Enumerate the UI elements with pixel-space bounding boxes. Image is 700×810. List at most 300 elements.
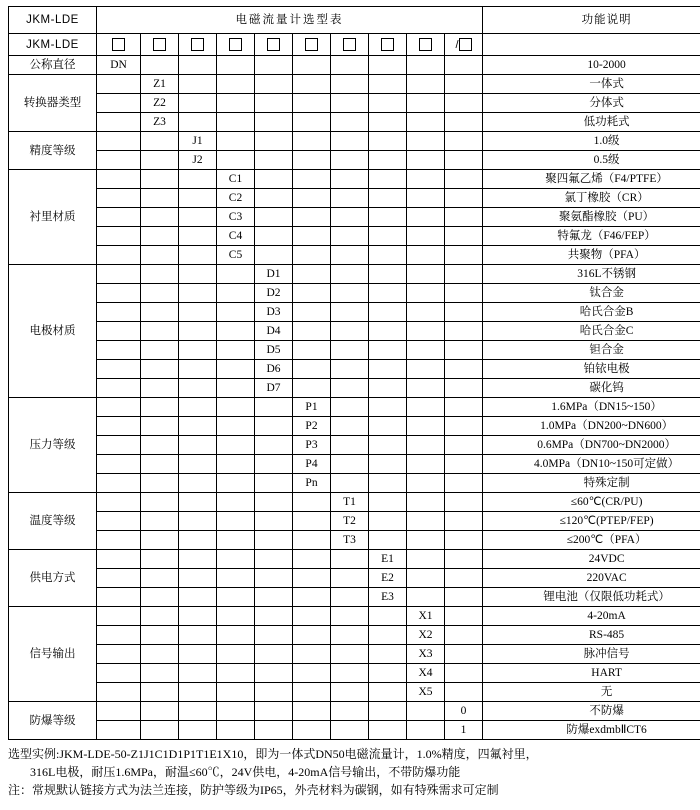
selection-checkbox[interactable] <box>343 38 356 51</box>
option-code[interactable]: D5 <box>255 341 293 360</box>
option-code[interactable]: C2 <box>217 189 255 208</box>
empty-cell <box>255 531 293 550</box>
table-row <box>9 702 700 721</box>
option-code[interactable]: C5 <box>217 246 255 265</box>
empty-cell <box>179 208 217 227</box>
table-row <box>9 341 700 360</box>
empty-cell <box>141 702 179 721</box>
empty-cell <box>141 284 179 303</box>
empty-cell <box>293 151 331 170</box>
empty-cell <box>293 56 331 75</box>
selection-checkbox[interactable] <box>267 38 280 51</box>
empty-cell <box>97 151 141 170</box>
empty-cell <box>369 702 407 721</box>
empty-cell <box>97 607 141 626</box>
empty-cell <box>369 417 407 436</box>
empty-cell <box>255 246 293 265</box>
empty-cell <box>141 531 179 550</box>
option-description: 无 <box>483 683 700 702</box>
empty-cell <box>255 417 293 436</box>
option-code[interactable]: E1 <box>369 550 407 569</box>
empty-cell <box>445 208 483 227</box>
option-code[interactable]: C4 <box>217 227 255 246</box>
empty-cell <box>179 94 217 113</box>
selection-checkbox[interactable] <box>459 38 472 51</box>
empty-cell <box>141 379 179 398</box>
empty-cell <box>445 569 483 588</box>
empty-cell <box>445 170 483 189</box>
selection-checkbox[interactable] <box>153 38 166 51</box>
option-code[interactable]: C1 <box>217 170 255 189</box>
empty-cell <box>141 588 179 607</box>
empty-cell <box>369 512 407 531</box>
option-code[interactable]: E3 <box>369 588 407 607</box>
table-row <box>9 645 700 664</box>
empty-cell <box>179 265 217 284</box>
empty-cell <box>445 341 483 360</box>
empty-cell <box>255 75 293 94</box>
option-code[interactable]: 0 <box>445 702 483 721</box>
empty-cell <box>255 132 293 151</box>
specification-table <box>8 6 700 740</box>
empty-cell <box>369 265 407 284</box>
option-description: 氯丁橡胶（CR） <box>483 189 700 208</box>
option-description: RS-485 <box>483 626 700 645</box>
empty-cell <box>369 56 407 75</box>
option-description: 低功耗式 <box>483 113 700 132</box>
empty-cell <box>141 170 179 189</box>
option-description: 共聚物（PFA） <box>483 246 700 265</box>
empty-cell <box>407 569 445 588</box>
empty-cell <box>97 436 141 455</box>
option-code[interactable]: T2 <box>331 512 369 531</box>
empty-cell <box>407 702 445 721</box>
empty-cell <box>97 379 141 398</box>
empty-cell <box>293 531 331 550</box>
empty-cell <box>445 398 483 417</box>
table-row <box>9 569 700 588</box>
empty-cell <box>369 436 407 455</box>
empty-cell <box>369 360 407 379</box>
option-code[interactable]: T1 <box>331 493 369 512</box>
option-description: 一体式 <box>483 75 700 94</box>
empty-cell <box>407 75 445 94</box>
empty-cell <box>255 607 293 626</box>
empty-cell <box>369 341 407 360</box>
selection-checkbox-cell-3[interactable] <box>179 34 217 56</box>
empty-cell <box>179 626 217 645</box>
empty-cell <box>255 683 293 702</box>
option-description: 哈氏合金C <box>483 322 700 341</box>
empty-cell <box>369 303 407 322</box>
table-row <box>9 455 700 474</box>
empty-cell <box>445 132 483 151</box>
option-code[interactable]: D7 <box>255 379 293 398</box>
empty-cell <box>369 474 407 493</box>
empty-cell <box>217 379 255 398</box>
empty-cell <box>141 569 179 588</box>
option-code[interactable]: X3 <box>407 645 445 664</box>
empty-cell <box>445 246 483 265</box>
table-row <box>9 398 700 417</box>
selection-checkbox-cell-9[interactable] <box>407 34 445 56</box>
empty-cell <box>179 702 217 721</box>
empty-cell <box>369 645 407 664</box>
empty-cell <box>179 398 217 417</box>
empty-cell <box>97 645 141 664</box>
empty-cell <box>369 531 407 550</box>
empty-cell <box>369 626 407 645</box>
empty-cell <box>331 588 369 607</box>
selection-checkbox-cell-6[interactable] <box>293 34 331 56</box>
option-code[interactable]: 1 <box>445 721 483 740</box>
selection-checkbox-cell-5[interactable] <box>255 34 293 56</box>
option-code[interactable]: P2 <box>293 417 331 436</box>
option-code[interactable]: P4 <box>293 455 331 474</box>
option-code[interactable]: Z3 <box>141 113 179 132</box>
option-code[interactable]: Pn <box>293 474 331 493</box>
empty-cell <box>407 512 445 531</box>
empty-cell <box>445 664 483 683</box>
table-row <box>9 208 700 227</box>
option-code[interactable]: C3 <box>217 208 255 227</box>
empty-cell <box>369 683 407 702</box>
option-code[interactable]: X2 <box>407 626 445 645</box>
empty-cell <box>331 56 369 75</box>
table-row <box>9 284 700 303</box>
empty-cell <box>97 512 141 531</box>
empty-cell <box>141 417 179 436</box>
empty-cell <box>97 75 141 94</box>
empty-cell <box>217 417 255 436</box>
option-code[interactable]: J2 <box>179 151 217 170</box>
option-code[interactable]: P1 <box>293 398 331 417</box>
selection-checkbox[interactable] <box>305 38 318 51</box>
empty-cell <box>407 493 445 512</box>
empty-cell <box>293 664 331 683</box>
option-description: HART <box>483 664 700 683</box>
empty-cell <box>217 721 255 740</box>
empty-cell <box>445 417 483 436</box>
empty-cell <box>179 683 217 702</box>
empty-cell <box>369 379 407 398</box>
empty-cell <box>217 113 255 132</box>
option-description: 1.6MPa（DN15~150） <box>483 398 700 417</box>
empty-cell <box>407 265 445 284</box>
empty-cell <box>97 246 141 265</box>
empty-cell <box>141 265 179 284</box>
empty-cell <box>293 645 331 664</box>
empty-cell <box>141 512 179 531</box>
note-example-line2: 316L电极，耐压1.6MPa，耐温≤60℃，24V供电，4-20mA信号输出，不带防爆功能 <box>30 765 461 779</box>
empty-cell <box>179 113 217 132</box>
empty-cell <box>97 398 141 417</box>
empty-cell <box>97 588 141 607</box>
empty-cell <box>331 626 369 645</box>
empty-cell <box>445 379 483 398</box>
selection-checkbox[interactable] <box>229 38 242 51</box>
empty-cell <box>407 379 445 398</box>
empty-cell <box>407 436 445 455</box>
selection-checkbox-cell-7[interactable] <box>331 34 369 56</box>
empty-cell <box>179 436 217 455</box>
selection-checkbox-cell-8[interactable] <box>369 34 407 56</box>
empty-cell <box>407 417 445 436</box>
empty-cell <box>255 170 293 189</box>
empty-cell <box>331 417 369 436</box>
table-row <box>9 170 700 189</box>
option-description: 哈氏合金B <box>483 303 700 322</box>
selection-checkbox[interactable] <box>419 38 432 51</box>
option-description: 316L不锈钢 <box>483 265 700 284</box>
empty-cell <box>255 702 293 721</box>
option-description: 0.5级 <box>483 151 700 170</box>
option-description: 聚四氟乙烯（F4/PTFE） <box>483 170 700 189</box>
empty-cell <box>369 208 407 227</box>
empty-cell <box>255 645 293 664</box>
empty-cell <box>141 683 179 702</box>
model-code-label: JKM-LDE <box>9 34 97 56</box>
empty-cell <box>369 151 407 170</box>
selection-checkbox[interactable] <box>112 38 125 51</box>
selection-checkbox-cell-10[interactable] <box>445 34 483 56</box>
empty-cell <box>217 398 255 417</box>
option-code[interactable]: D1 <box>255 265 293 284</box>
empty-cell <box>179 512 217 531</box>
empty-cell <box>293 94 331 113</box>
empty-cell <box>97 189 141 208</box>
table-row <box>9 56 700 75</box>
table-row <box>9 379 700 398</box>
empty-cell <box>293 322 331 341</box>
empty-cell <box>255 189 293 208</box>
option-description: 特氟龙（F46/FEP） <box>483 227 700 246</box>
selection-checkbox-cell-2[interactable] <box>141 34 179 56</box>
option-description: ≤200℃（PFA） <box>483 531 700 550</box>
empty-cell <box>179 588 217 607</box>
empty-cell <box>331 303 369 322</box>
option-code[interactable]: D2 <box>255 284 293 303</box>
empty-cell <box>217 702 255 721</box>
checkbox-row <box>9 34 700 56</box>
option-description: 24VDC <box>483 550 700 569</box>
empty-cell <box>293 132 331 151</box>
empty-cell <box>141 227 179 246</box>
empty-cell <box>255 436 293 455</box>
option-code[interactable]: J1 <box>179 132 217 151</box>
empty-cell <box>331 246 369 265</box>
empty-cell <box>255 550 293 569</box>
empty-cell <box>407 360 445 379</box>
empty-cell <box>331 645 369 664</box>
empty-cell <box>445 531 483 550</box>
empty-cell <box>255 626 293 645</box>
empty-cell <box>141 189 179 208</box>
empty-cell <box>407 531 445 550</box>
empty-cell <box>97 360 141 379</box>
table-row <box>9 75 700 94</box>
empty-cell <box>97 455 141 474</box>
selection-checkbox[interactable] <box>381 38 394 51</box>
empty-cell <box>217 512 255 531</box>
empty-cell <box>407 284 445 303</box>
selection-checkbox-cell-4[interactable] <box>217 34 255 56</box>
empty-cell <box>293 683 331 702</box>
row-label-6: 压力等级 <box>9 398 97 493</box>
notes-block <box>8 745 692 799</box>
empty-cell <box>445 512 483 531</box>
empty-cell <box>293 208 331 227</box>
empty-cell <box>97 322 141 341</box>
empty-cell <box>217 436 255 455</box>
empty-cell <box>217 607 255 626</box>
empty-cell <box>407 113 445 132</box>
empty-cell <box>293 512 331 531</box>
option-code[interactable]: DN <box>97 56 141 75</box>
empty-cell <box>445 474 483 493</box>
empty-cell <box>97 531 141 550</box>
empty-cell <box>331 75 369 94</box>
option-code[interactable]: T3 <box>331 531 369 550</box>
empty-cell <box>293 721 331 740</box>
empty-cell <box>97 94 141 113</box>
empty-cell <box>97 227 141 246</box>
empty-cell <box>141 208 179 227</box>
empty-cell <box>179 493 217 512</box>
empty-cell <box>369 607 407 626</box>
empty-cell <box>97 341 141 360</box>
empty-cell <box>331 265 369 284</box>
table-row <box>9 550 700 569</box>
empty-cell <box>141 664 179 683</box>
empty-cell <box>255 398 293 417</box>
empty-cell <box>217 455 255 474</box>
table-row <box>9 607 700 626</box>
empty-cell <box>293 379 331 398</box>
empty-cell <box>141 455 179 474</box>
empty-cell <box>445 303 483 322</box>
empty-cell <box>369 493 407 512</box>
selection-checkbox-cell-1[interactable] <box>97 34 141 56</box>
empty-cell <box>179 246 217 265</box>
option-description: 钛合金 <box>483 284 700 303</box>
table-row <box>9 94 700 113</box>
empty-cell <box>179 341 217 360</box>
empty-cell <box>255 512 293 531</box>
row-label-3: 精度等级 <box>9 132 97 170</box>
empty-cell <box>445 227 483 246</box>
empty-cell <box>445 75 483 94</box>
option-code[interactable]: Z2 <box>141 94 179 113</box>
empty-cell <box>255 113 293 132</box>
empty-cell <box>217 531 255 550</box>
empty-cell <box>141 645 179 664</box>
empty-cell <box>179 645 217 664</box>
empty-cell <box>97 132 141 151</box>
empty-cell <box>179 189 217 208</box>
empty-cell <box>293 265 331 284</box>
empty-cell <box>369 94 407 113</box>
empty-cell <box>141 607 179 626</box>
option-description: 防爆exdmbⅡCT6 <box>483 721 700 740</box>
empty-cell <box>445 493 483 512</box>
empty-cell <box>97 113 141 132</box>
empty-cell <box>331 607 369 626</box>
empty-cell <box>331 721 369 740</box>
empty-cell <box>293 360 331 379</box>
empty-cell <box>293 569 331 588</box>
empty-cell <box>407 474 445 493</box>
row-label-1: 公称直径 <box>9 56 97 75</box>
empty-cell <box>217 645 255 664</box>
table-row <box>9 474 700 493</box>
empty-cell <box>293 113 331 132</box>
option-code[interactable]: D3 <box>255 303 293 322</box>
empty-cell <box>141 550 179 569</box>
option-code[interactable]: D6 <box>255 360 293 379</box>
table-row <box>9 189 700 208</box>
row-label-4: 衬里材质 <box>9 170 97 265</box>
empty-cell <box>293 607 331 626</box>
empty-cell <box>331 151 369 170</box>
option-code[interactable]: D4 <box>255 322 293 341</box>
empty-cell <box>445 113 483 132</box>
option-code[interactable]: Z1 <box>141 75 179 94</box>
empty-cell <box>217 474 255 493</box>
empty-cell <box>369 75 407 94</box>
table-title: 电磁流量计选型表 <box>97 7 483 34</box>
empty-cell <box>97 569 141 588</box>
empty-cell <box>407 550 445 569</box>
option-code[interactable]: X4 <box>407 664 445 683</box>
empty-cell <box>97 170 141 189</box>
empty-cell <box>445 683 483 702</box>
empty-cell <box>217 322 255 341</box>
option-code[interactable]: X1 <box>407 607 445 626</box>
empty-cell <box>293 227 331 246</box>
empty-cell <box>445 645 483 664</box>
empty-cell <box>445 151 483 170</box>
empty-cell <box>179 569 217 588</box>
option-code[interactable]: X5 <box>407 683 445 702</box>
option-code[interactable]: E2 <box>369 569 407 588</box>
table-row <box>9 664 700 683</box>
empty-cell <box>331 360 369 379</box>
option-description: 钽合金 <box>483 341 700 360</box>
empty-cell <box>293 588 331 607</box>
empty-cell <box>331 170 369 189</box>
empty-cell <box>179 379 217 398</box>
row-label-9: 信号输出 <box>9 607 97 702</box>
empty-cell <box>179 550 217 569</box>
option-code[interactable]: P3 <box>293 436 331 455</box>
empty-cell <box>217 75 255 94</box>
empty-cell <box>179 417 217 436</box>
empty-cell <box>255 151 293 170</box>
empty-cell <box>217 56 255 75</box>
table-row <box>9 246 700 265</box>
empty-cell <box>255 56 293 75</box>
option-description: 4.0MPa（DN10~150可定做） <box>483 455 700 474</box>
empty-cell <box>293 702 331 721</box>
table-row <box>9 132 700 151</box>
row-label-10: 防爆等级 <box>9 702 97 740</box>
empty-cell <box>97 265 141 284</box>
option-description: 脉冲信号 <box>483 645 700 664</box>
selection-checkbox[interactable] <box>191 38 204 51</box>
option-description: 铂铱电极 <box>483 360 700 379</box>
empty-cell <box>97 683 141 702</box>
